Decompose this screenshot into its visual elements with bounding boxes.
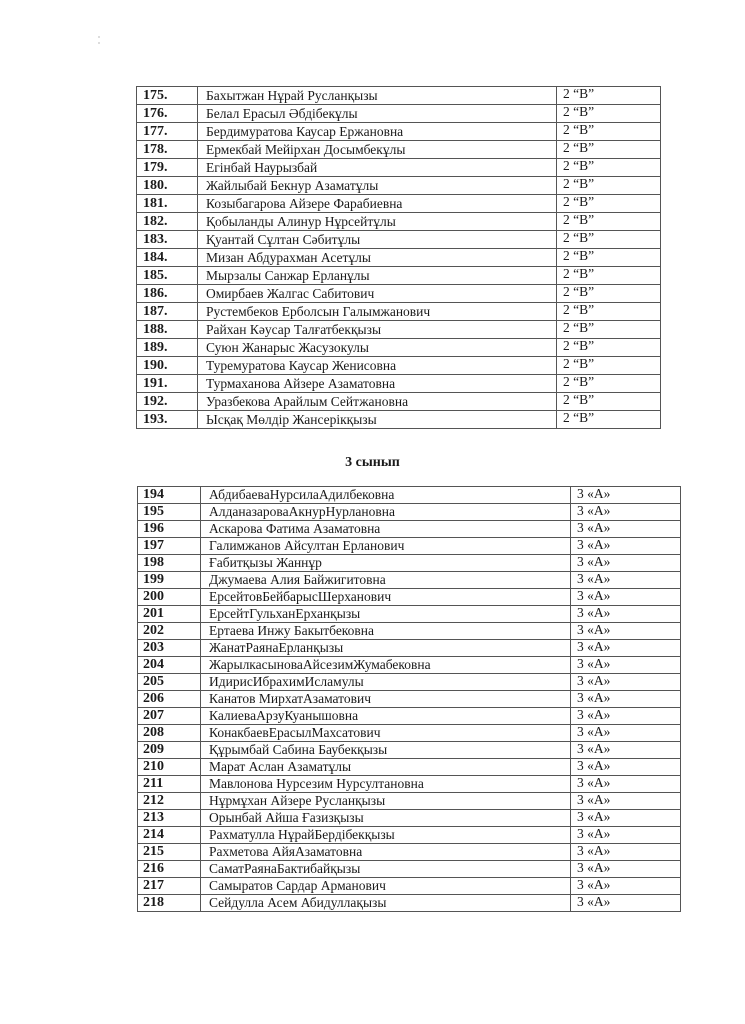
student-name: Қуантай Сұлтан Сәбитұлы [198, 231, 557, 249]
table-row [137, 411, 661, 429]
class-label: 2 “В” [557, 357, 661, 375]
table-row [138, 759, 681, 776]
table-row [137, 375, 661, 393]
row-number: 194 [138, 487, 201, 504]
student-name: Жайлыбай Бекнур Азаматұлы [198, 177, 557, 195]
row-number: 177. [137, 123, 198, 141]
class-label: 3 «А» [571, 691, 681, 708]
table-row [137, 213, 661, 231]
student-name: Суюн Жанарыс Жасузокулы [198, 339, 557, 357]
student-name: Мавлонова Нурсезим Нурсултановна [201, 776, 571, 793]
table-row [138, 623, 681, 640]
row-number: 208 [138, 725, 201, 742]
table-row [137, 285, 661, 303]
table-row [137, 393, 661, 411]
table-row [137, 141, 661, 159]
student-name: Ертаева Инжу Бакытбековна [201, 623, 571, 640]
row-number: 217 [138, 878, 201, 895]
table-row [138, 555, 681, 572]
class-label: 3 «А» [571, 555, 681, 572]
student-name: Самыратов Сардар Арманович [201, 878, 571, 895]
student-name: КалиеваАрзуКуанышовна [201, 708, 571, 725]
row-number: 175. [137, 87, 198, 105]
student-name: ЕрсейтГульханЕрханқызы [201, 606, 571, 623]
class-label: 2 “В” [557, 393, 661, 411]
row-number: 192. [137, 393, 198, 411]
section-heading-grade-3: 3 сынып [345, 455, 400, 470]
class-label: 3 «А» [571, 725, 681, 742]
student-name: ЖанатРаянаЕрланқызы [201, 640, 571, 657]
table-row [137, 321, 661, 339]
table-row [138, 606, 681, 623]
row-number: 210 [138, 759, 201, 776]
row-number: 182. [137, 213, 198, 231]
student-name: Ермекбай Мейірхан Досымбекұлы [198, 141, 557, 159]
row-number: 186. [137, 285, 198, 303]
class-label: 3 «А» [571, 504, 681, 521]
class-label: 3 «А» [571, 861, 681, 878]
row-number: 193. [137, 411, 198, 429]
class-label: 2 “В” [557, 195, 661, 213]
student-name: Райхан Кәусар Талғатбекқызы [198, 321, 557, 339]
row-number: 218 [138, 895, 201, 912]
table-row [138, 521, 681, 538]
class-label: 3 «А» [571, 657, 681, 674]
student-name: Канатов МирхатАзаматович [201, 691, 571, 708]
row-number: 176. [137, 105, 198, 123]
row-number: 197 [138, 538, 201, 555]
table-row [137, 339, 661, 357]
table-row [137, 177, 661, 195]
row-number: 200 [138, 589, 201, 606]
student-name: Туремуратова Каусар Женисовна [198, 357, 557, 375]
class-label: 2 “В” [557, 339, 661, 357]
table-row [138, 708, 681, 725]
student-name: КонакбаевЕрасылМахсатович [201, 725, 571, 742]
student-name: Уразбекова Арайлым Сейтжановна [198, 393, 557, 411]
table-row [138, 742, 681, 759]
class-label: 3 «А» [571, 844, 681, 861]
class-label: 2 “В” [557, 87, 661, 105]
class-label: 3 «А» [571, 759, 681, 776]
row-number: 179. [137, 159, 198, 177]
table-row [137, 159, 661, 177]
class-label: 3 «А» [571, 895, 681, 912]
row-number: 209 [138, 742, 201, 759]
row-number: 180. [137, 177, 198, 195]
table-row [138, 589, 681, 606]
student-name: Джумаева Алия Байжигитовна [201, 572, 571, 589]
table-row [138, 878, 681, 895]
student-name: СаматРаянаБактибайқызы [201, 861, 571, 878]
student-name: Орынбай Айша Ғазизқызы [201, 810, 571, 827]
table-row [138, 487, 681, 504]
table-row [137, 105, 661, 123]
class-label: 3 «А» [571, 827, 681, 844]
table-row [137, 123, 661, 141]
student-name: Рустембеков Ерболсын Галымжанович [198, 303, 557, 321]
student-name: ИдирисИбрахимИсламулы [201, 674, 571, 691]
student-name: Мырзалы Санжар Ерланұлы [198, 267, 557, 285]
class-label: 3 «А» [571, 674, 681, 691]
table-row [138, 674, 681, 691]
class-label: 2 “В” [557, 141, 661, 159]
row-number: 212 [138, 793, 201, 810]
row-number: 195 [138, 504, 201, 521]
row-number: 201 [138, 606, 201, 623]
student-name: Козыбагарова Айзере Фарабиевна [198, 195, 557, 213]
row-number: 189. [137, 339, 198, 357]
class-label: 2 “В” [557, 231, 661, 249]
class-label: 3 «А» [571, 793, 681, 810]
table-row [138, 725, 681, 742]
table-row [138, 538, 681, 555]
table-row [138, 827, 681, 844]
class-label: 3 «А» [571, 742, 681, 759]
row-number: 191. [137, 375, 198, 393]
student-name: Рахметова АйяАзаматовна [201, 844, 571, 861]
class-label: 3 «А» [571, 521, 681, 538]
row-number: 188. [137, 321, 198, 339]
student-name: Қобыланды Алинур Нұрсейтұлы [198, 213, 557, 231]
table-row [137, 87, 661, 105]
class-label: 3 «А» [571, 572, 681, 589]
table-row [138, 861, 681, 878]
row-number: 198 [138, 555, 201, 572]
row-number: 204 [138, 657, 201, 674]
row-number: 213 [138, 810, 201, 827]
class-label: 3 «А» [571, 640, 681, 657]
row-number: 196 [138, 521, 201, 538]
class-label: 3 «А» [571, 623, 681, 640]
student-name: Марат Аслан Азаматұлы [201, 759, 571, 776]
table-row [138, 640, 681, 657]
row-number: 190. [137, 357, 198, 375]
table-row [137, 357, 661, 375]
table-row [138, 776, 681, 793]
student-name: АлданазароваАкнурНурлановна [201, 504, 571, 521]
student-name: Мизан Абдурахман Асетұлы [198, 249, 557, 267]
student-name: Аскарова Фатима Азаматовна [201, 521, 571, 538]
table-row [137, 195, 661, 213]
class-label: 3 «А» [571, 776, 681, 793]
class-label: 3 «А» [571, 538, 681, 555]
row-number: 211 [138, 776, 201, 793]
row-number: 184. [137, 249, 198, 267]
table-row [138, 657, 681, 674]
table-row [137, 303, 661, 321]
class-label: 2 “В” [557, 177, 661, 195]
student-name: Белал Ерасыл Әбдібекұлы [198, 105, 557, 123]
class-label: 2 “В” [557, 249, 661, 267]
student-name: Ысқақ Мөлдір Жансерікқызы [198, 411, 557, 429]
row-number: 203 [138, 640, 201, 657]
row-number: 181. [137, 195, 198, 213]
table-row [138, 572, 681, 589]
row-number: 187. [137, 303, 198, 321]
class-label: 3 «А» [571, 708, 681, 725]
class-label: 3 «А» [571, 810, 681, 827]
class-label: 2 “В” [557, 303, 661, 321]
class-label: 2 “В” [557, 411, 661, 429]
row-number: 178. [137, 141, 198, 159]
row-number: 202 [138, 623, 201, 640]
student-name: Галимжанов Айсултан Ерланович [201, 538, 571, 555]
table-row [138, 844, 681, 861]
class-label: 3 «А» [571, 487, 681, 504]
table-row [137, 249, 661, 267]
table-row [137, 231, 661, 249]
class-label: 3 «А» [571, 878, 681, 895]
table-row [137, 267, 661, 285]
class-label: 2 “В” [557, 213, 661, 231]
student-name: ЕрсейтовБейбарысШерханович [201, 589, 571, 606]
class-label: 2 “В” [557, 267, 661, 285]
student-name: Бахытжан Нұрай Русланқызы [198, 87, 557, 105]
student-name: Нұрмұхан Айзере Русланқызы [201, 793, 571, 810]
table-row [138, 895, 681, 912]
row-number: 207 [138, 708, 201, 725]
grade-2-student-table [136, 86, 661, 429]
class-label: 2 “В” [557, 285, 661, 303]
row-number: 183. [137, 231, 198, 249]
row-number: 216 [138, 861, 201, 878]
student-name: Омирбаев Жалгас Сабитович [198, 285, 557, 303]
row-number: 206 [138, 691, 201, 708]
row-number: 215 [138, 844, 201, 861]
class-label: 3 «А» [571, 606, 681, 623]
grade-3-student-table [137, 486, 681, 912]
class-label: 2 “В” [557, 105, 661, 123]
class-label: 2 “В” [557, 159, 661, 177]
student-name: Құрымбай Сабина Баубекқызы [201, 742, 571, 759]
scan-artifact [98, 36, 102, 50]
row-number: 185. [137, 267, 198, 285]
class-label: 2 “В” [557, 375, 661, 393]
class-label: 3 «А» [571, 589, 681, 606]
student-name: Егінбай Наурызбай [198, 159, 557, 177]
table-row [138, 691, 681, 708]
student-name: Турмаханова Айзере Азаматовна [198, 375, 557, 393]
table-row [138, 504, 681, 521]
row-number: 199 [138, 572, 201, 589]
student-name: Бердимуратова Каусар Ержановна [198, 123, 557, 141]
class-label: 2 “В” [557, 123, 661, 141]
student-name: Сейдулла Асем Абидуллақызы [201, 895, 571, 912]
row-number: 214 [138, 827, 201, 844]
student-name: ЖарылкасыноваАйсезимЖумабековна [201, 657, 571, 674]
student-name: Ғабитқызы Жаннұр [201, 555, 571, 572]
class-label: 2 “В” [557, 321, 661, 339]
row-number: 205 [138, 674, 201, 691]
table-row [138, 810, 681, 827]
student-name: АбдибаеваНурсилаАдилбековна [201, 487, 571, 504]
student-name: Рахматулла НұрайБердібекқызы [201, 827, 571, 844]
table-row [138, 793, 681, 810]
